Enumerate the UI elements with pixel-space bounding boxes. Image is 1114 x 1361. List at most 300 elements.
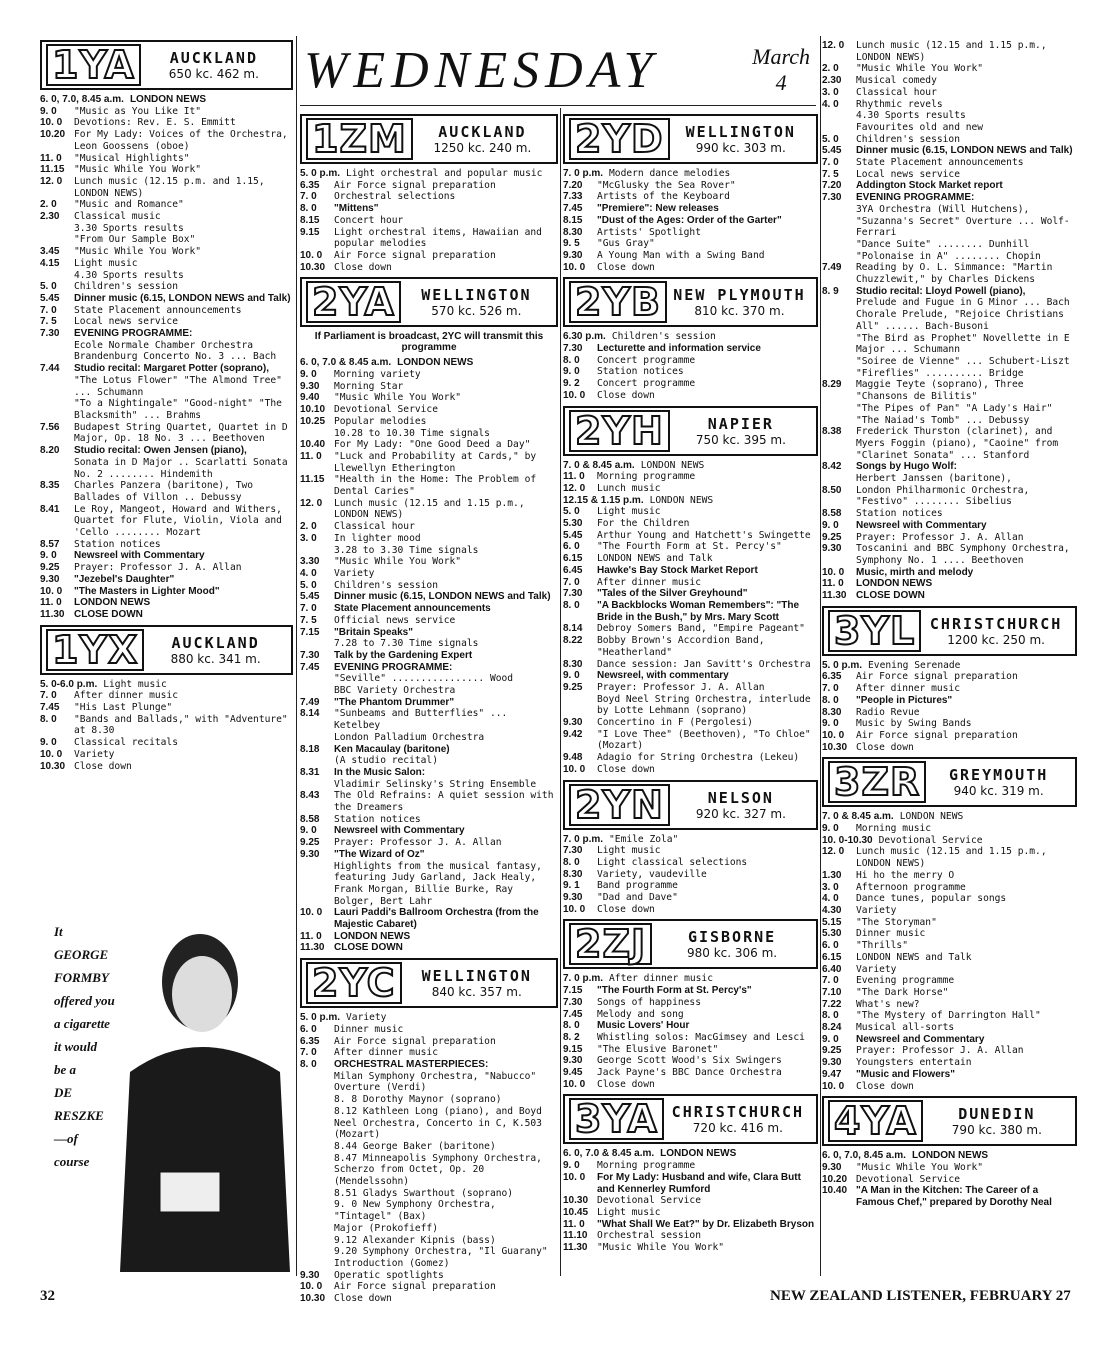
programme-item xyxy=(822,134,1077,146)
station-name: WELLINGTON xyxy=(685,123,796,141)
programme-item xyxy=(40,679,293,691)
programme-title: Popular melodies xyxy=(334,415,427,427)
programme-item xyxy=(822,835,1077,847)
programme-title: Melody and song xyxy=(597,1008,684,1020)
programme-item xyxy=(300,1106,558,1141)
programme-title: Lunch music (12.15 p.m. and 1.15, LONDON NEWS) xyxy=(74,175,265,199)
programme-time: 7.44 xyxy=(40,363,60,375)
station-name: WELLINGTON xyxy=(421,286,532,305)
programme-title: 4.30 Sports results xyxy=(856,110,966,122)
programme-time: 5. 0 xyxy=(300,579,317,591)
programme-time: 8.58 xyxy=(822,508,842,520)
programme-time: 5.45 xyxy=(300,591,320,603)
programme-time: 7. 5 xyxy=(300,614,317,626)
programme-time: 11.15 xyxy=(40,164,65,176)
programme-time xyxy=(822,122,856,134)
programme-item xyxy=(40,550,293,562)
programme-time: 6. 0 xyxy=(563,541,580,553)
station-info xyxy=(144,634,287,666)
programme-item xyxy=(300,1094,558,1106)
programme-time: 6.15 xyxy=(563,553,583,565)
station-frequency: 990 kc. 303 m. xyxy=(695,141,786,155)
programme-item xyxy=(563,1067,818,1079)
programme-item xyxy=(822,846,1077,869)
programme-item xyxy=(300,203,558,215)
station-logo: 2YB xyxy=(569,281,667,323)
programme-item xyxy=(822,239,1077,251)
programme-title: 8. 8 Dorothy Maynor (soprano) xyxy=(334,1094,502,1106)
programme-item xyxy=(563,869,818,881)
programme-time: 5. 0 p.m. xyxy=(300,1012,341,1024)
programme-title: Variety xyxy=(334,567,375,579)
programme-item xyxy=(40,609,293,621)
station-2yc xyxy=(300,958,558,1305)
programme-title: "Fireflies" .......... Bridge xyxy=(856,367,1024,379)
programme-time xyxy=(822,251,856,263)
programme-item xyxy=(563,495,818,507)
programme-item xyxy=(822,87,1077,99)
programme-title: Dinner music (6.15, LONDON NEWS and Talk) xyxy=(334,591,551,603)
programme-title: LONDON NEWS xyxy=(334,930,411,942)
programme-title: London Philharmonic Orchestra, "Festivo" ........ Sibelius xyxy=(856,484,1030,508)
programme-time xyxy=(563,694,597,717)
programme-item xyxy=(822,917,1077,929)
programme-title: Devotional Service xyxy=(597,1195,701,1207)
programme-item xyxy=(300,615,558,627)
programme-time: 7. 0 p.m. xyxy=(563,973,604,985)
programme-time: 10. 0 xyxy=(40,117,63,129)
programme-title: Devotional Service xyxy=(878,834,983,846)
programme-title: LONDON NEWS xyxy=(911,1150,989,1162)
programme-title: Close down xyxy=(597,1078,655,1090)
programme-item xyxy=(822,1034,1077,1046)
station-3yac xyxy=(822,40,1077,602)
programme-title: "Gus Gray" xyxy=(597,238,655,250)
programme-title: "Music and Romance" xyxy=(74,199,184,211)
programme-item xyxy=(40,504,293,539)
programme-time: 5. 0-6.0 p.m. xyxy=(40,678,98,690)
station-note: If Parliament is broadcast, 2YC will transmit this programme xyxy=(314,331,544,354)
programme-title: LONDON NEWS xyxy=(74,597,151,609)
programme-time: 7.20 xyxy=(563,179,583,191)
programme-time: 11.10 xyxy=(563,1230,588,1242)
programme-title: Light music xyxy=(597,1207,661,1218)
programme-time: 8.15 xyxy=(563,214,583,226)
programme-time: 8.14 xyxy=(300,708,320,720)
programme-item xyxy=(40,270,293,282)
programme-item xyxy=(822,543,1077,566)
programme-title: "Health in the Home: The Problem of Dental Caries" xyxy=(334,474,537,498)
programme-time: 5.30 xyxy=(822,928,842,940)
station-info xyxy=(141,49,287,81)
programme-time: 4. 0 xyxy=(822,98,839,110)
programme-time: 11.30 xyxy=(822,590,847,602)
programme-item xyxy=(563,623,818,635)
programme-title: Classical hour xyxy=(334,521,415,533)
programme-time: 5.45 xyxy=(822,145,842,157)
programme-time: 4. 0 xyxy=(300,567,317,579)
programme-time: 7.45 xyxy=(563,203,583,215)
programme-time: 4.15 xyxy=(40,257,60,269)
programme-item xyxy=(563,997,818,1009)
programme-title: 8.44 George Baker (baritone) xyxy=(334,1140,496,1152)
date-number: 4 xyxy=(775,70,787,95)
programme-item xyxy=(822,122,1077,134)
station-4ya xyxy=(822,1096,1077,1209)
programme-time: 10.30 xyxy=(40,760,66,772)
programme-item xyxy=(300,262,558,274)
programme-time: 3.30 xyxy=(300,556,320,568)
station-header xyxy=(563,1094,818,1144)
programme-item xyxy=(563,366,818,378)
station-name: GREYMOUTH xyxy=(948,766,1049,785)
programme-item xyxy=(40,293,293,305)
programme-item xyxy=(822,975,1077,987)
ad-line: it would xyxy=(54,1039,97,1054)
programme-title: For My Lady: Husband and wife, Clara Butt and Kennerley Rumford xyxy=(597,1171,801,1195)
programme-time: 7.30 xyxy=(300,649,320,661)
programme-title: Sonata in D Major .. Scarlatti Sonata No. 2 ........ Hindemith xyxy=(74,456,288,480)
page-number: 32 xyxy=(40,1288,55,1304)
programme-item xyxy=(822,75,1077,87)
programme-title: Children's session xyxy=(74,281,178,293)
programme-time xyxy=(300,1235,334,1247)
programme-title: Rhythmic revels xyxy=(856,98,943,110)
programme-title: Artists' Spotlight xyxy=(597,226,701,238)
programme-time: 12. 0 xyxy=(822,846,845,858)
programme-time: 10. 0 xyxy=(40,585,63,597)
programme-title: London Palladium Orchestra xyxy=(334,731,485,743)
programme-title: Morning Star xyxy=(334,380,404,392)
programme-title: Newsreel with Commentary xyxy=(74,550,205,562)
programme-title: Concert programme xyxy=(597,378,696,390)
programme-item xyxy=(563,262,818,274)
programme-title: CLOSE DOWN xyxy=(74,608,143,620)
programme-time: 11. 0 xyxy=(563,471,585,483)
programme-time: 5. 0 xyxy=(563,506,580,518)
programme-time: 10. 0 xyxy=(822,1080,845,1092)
programme-title: Station notices xyxy=(856,508,943,520)
programme-item xyxy=(300,1199,558,1222)
programme-time: 7.30 xyxy=(822,192,842,204)
programme-time: 7. 0 xyxy=(822,157,839,169)
programme-title: 3YA Orchestra (Will Hutchens), "Suzanna's Secret" Overture ... Wolf-Ferrari xyxy=(856,203,1070,239)
programme-title: Favourites old and new xyxy=(856,121,984,133)
programme-item xyxy=(300,1223,558,1235)
programme-item xyxy=(563,857,818,869)
programme-item xyxy=(822,309,1077,332)
programme-time: 9. 0 xyxy=(40,737,57,749)
programme-title: "Music While You Work" xyxy=(334,556,462,568)
programme-title: Local news service xyxy=(74,316,178,328)
station-frequency: 940 kc. 319 m. xyxy=(953,784,1044,799)
station-frequency: 980 kc. 306 m. xyxy=(687,946,778,961)
programme-title: Orchestral selections xyxy=(334,191,456,203)
programme-time xyxy=(40,340,74,363)
programme-item xyxy=(822,940,1077,952)
station-info xyxy=(402,967,553,999)
programme-time: 7.30 xyxy=(40,328,60,340)
programme-item xyxy=(822,297,1077,309)
programme-item xyxy=(300,1270,558,1282)
programme-time: 5.30 xyxy=(563,518,583,530)
programme-title: Whistling solos: MacGimsey and Lesci xyxy=(597,1031,805,1043)
programme-item xyxy=(822,1162,1077,1174)
programme-title: Studio recital: Lloyd Powell (piano), xyxy=(856,285,1026,297)
station-header xyxy=(563,919,818,969)
programme-item xyxy=(563,1044,818,1056)
programme-item xyxy=(822,192,1077,204)
programme-item xyxy=(300,545,558,557)
programme-time: 7. 0 xyxy=(300,191,317,203)
programme-time: 8. 9 xyxy=(822,285,839,297)
programme-item xyxy=(563,1160,818,1172)
programme-item xyxy=(563,729,818,752)
programme-time: 7. 5 xyxy=(40,316,57,328)
programme-title: Prelude and Fugue in G Minor ... Bach xyxy=(856,297,1070,309)
programme-item xyxy=(40,422,293,445)
programme-item xyxy=(563,1079,818,1091)
programme-time: 5.45 xyxy=(40,292,60,304)
programme-time: 8. 0 xyxy=(563,1020,580,1032)
programme-item xyxy=(40,445,293,457)
programme-item xyxy=(300,180,558,192)
station-header xyxy=(563,114,818,164)
programme-time: 8.41 xyxy=(40,503,60,515)
programme-time: 6.45 xyxy=(563,564,583,576)
programme-title: "Bands and Ballads," with "Adventure" at 8.30 xyxy=(74,713,288,737)
programme-title: In the Music Salon: xyxy=(334,766,426,778)
programme-time: 7. 0 xyxy=(563,576,580,588)
programme-title: Lunch music (12.15 and 1.15 p.m., LONDON NEWS) xyxy=(856,40,1047,63)
programme-time: 8.18 xyxy=(300,743,320,755)
programme-item xyxy=(300,1246,558,1269)
programme-title: Morning music xyxy=(856,823,932,835)
programme-item xyxy=(822,145,1077,157)
programme-item xyxy=(563,577,818,589)
programme-title: Dance session: Jan Savitt's Orchestra xyxy=(597,658,811,670)
programme-item xyxy=(563,553,818,565)
programme-item xyxy=(822,590,1077,602)
programme-item xyxy=(822,882,1077,894)
programme-title: Light music xyxy=(597,845,661,857)
programme-time: 9.25 xyxy=(822,531,842,543)
programme-time: 12. 0 xyxy=(563,482,586,494)
programme-title: After dinner music xyxy=(609,973,713,985)
station-name: WELLINGTON xyxy=(421,967,532,986)
programme-time xyxy=(300,1188,334,1200)
programme-time: 5. 0 xyxy=(822,133,839,145)
ad-line: FORMBY xyxy=(54,970,109,985)
programme-item xyxy=(563,659,818,671)
programme-time xyxy=(300,1153,334,1188)
programme-time: 5.45 xyxy=(563,529,583,541)
programme-title: Ken Macaulay (baritone) xyxy=(334,743,450,755)
programme-item xyxy=(40,223,293,235)
programme-item xyxy=(300,392,558,404)
programme-time: 8. 0 xyxy=(822,694,839,706)
station-header xyxy=(563,780,818,830)
programme-item xyxy=(300,942,558,954)
programme-title: Major (Prokofieff) xyxy=(334,1222,438,1234)
programme-time: 9.25 xyxy=(300,837,320,849)
programme-item xyxy=(822,426,1077,461)
programme-item xyxy=(40,164,293,176)
programme-time: 8.30 xyxy=(563,658,583,670)
programme-title: Studio recital: Margaret Potter (soprano), xyxy=(74,363,270,375)
programme-title: Variety xyxy=(856,963,897,975)
column-rule xyxy=(820,36,821,1276)
station-name: NELSON xyxy=(707,788,774,807)
programme-item xyxy=(563,541,818,553)
programme-title: Lunch music (12.15 and 1.15 p.m., LONDON NEWS) xyxy=(856,846,1047,870)
programme-item xyxy=(563,390,818,402)
station-frequency: 880 kc. 341 m. xyxy=(170,651,261,666)
programme-title: "The Masters in Lighter Mood" xyxy=(74,585,220,597)
station-logo: 2YN xyxy=(569,784,670,826)
programme-item xyxy=(300,744,558,756)
programme-item xyxy=(822,204,1077,239)
programme-item xyxy=(563,764,818,776)
programme-title: Air Force signal preparation xyxy=(334,179,496,191)
programme-title: "Thrills" xyxy=(856,940,908,952)
programme-item xyxy=(822,333,1077,356)
programme-title: For My Lady: "One Good Deed a Day" xyxy=(334,439,531,451)
programme-time: 10. 0 xyxy=(300,249,323,261)
programme-time xyxy=(300,732,334,744)
programme-item xyxy=(40,457,293,480)
programme-item xyxy=(822,952,1077,964)
programme-title: Lauri Paddi's Ballroom Orchestra (from the Majestic Cabaret) xyxy=(334,907,539,931)
programme-item xyxy=(300,627,558,639)
programme-item xyxy=(40,480,293,503)
programme-time: 7.49 xyxy=(300,696,320,708)
station-info xyxy=(652,928,812,960)
programme-time: 8.35 xyxy=(40,480,60,492)
programme-time xyxy=(300,861,334,908)
programme-item xyxy=(40,153,293,165)
programme-item xyxy=(822,893,1077,905)
programme-item xyxy=(300,603,558,615)
programme-title: "Dust of the Ages: Order of the Garter" xyxy=(597,214,782,226)
programme-title: Youngsters entertain xyxy=(856,1057,972,1069)
programme-time: 7.20 xyxy=(822,180,842,192)
page-header xyxy=(304,38,816,102)
programme-time: 7. 0 xyxy=(822,975,839,987)
programme-title: Milan Symphony Orchestra, "Nabucco" Overture (Verdi) xyxy=(334,1070,537,1094)
programme-item xyxy=(300,697,558,709)
programme-title: Light orchestral items, Hawaiian and popular melodies xyxy=(334,226,542,250)
programme-title: Close down xyxy=(597,389,655,401)
station-2yn xyxy=(563,780,818,916)
programme-item xyxy=(822,660,1077,672)
programme-item xyxy=(563,331,818,343)
programme-title: "What Shall We Eat?" by Dr. Elizabeth Bryson xyxy=(597,1218,815,1230)
programme-item xyxy=(300,416,558,428)
programme-time: 10. 0 xyxy=(300,1281,323,1293)
programme-time: 9. 5 xyxy=(563,238,580,250)
programme-item xyxy=(822,403,1077,426)
programme-title: After dinner music xyxy=(334,1047,438,1059)
programme-title: George Scott Wood's Six Swingers xyxy=(597,1055,782,1067)
programme-item xyxy=(822,987,1077,999)
programme-item xyxy=(40,737,293,749)
programme-title: Studio recital: Owen Jensen (piano), xyxy=(74,445,247,457)
programme-time: 9. 0 xyxy=(563,366,580,378)
programme-time: 9.25 xyxy=(40,562,60,574)
programme-title: Close down xyxy=(856,1080,914,1092)
station-info xyxy=(664,1103,812,1135)
station-2yh xyxy=(563,406,818,776)
programme-title: "His Last Plunge" xyxy=(74,702,173,714)
programme-item xyxy=(300,1281,558,1293)
programme-time: 7.30 xyxy=(563,588,583,600)
programme-title: 3.30 Sports results xyxy=(74,222,184,234)
programme-title: CLOSE DOWN xyxy=(856,590,925,602)
programme-time xyxy=(822,403,856,426)
programme-time: 7.33 xyxy=(563,191,583,203)
station-3ya xyxy=(563,1094,818,1253)
programme-title: Music by Swing Bands xyxy=(856,718,972,730)
programme-item xyxy=(40,363,293,375)
programme-time: 10. 0 xyxy=(300,907,323,919)
programme-item xyxy=(822,110,1077,122)
programme-title: 8.12 Kathleen Long (piano), and Boyd Neel Orchestra, Concerto in C, K.503 (Mozart) xyxy=(334,1105,542,1141)
programme-title: Close down xyxy=(597,903,655,915)
programme-item xyxy=(563,191,818,203)
programme-time: 7.15 xyxy=(300,626,320,638)
programme-item xyxy=(300,191,558,203)
programme-time: 7. 0 & 8.45 a.m. xyxy=(563,459,635,471)
programme-title: What's new? xyxy=(856,998,920,1010)
programme-title: "The Lotus Flower" "The Almond Tree" ... Schumann xyxy=(74,374,282,398)
programme-item xyxy=(300,369,558,381)
programme-title: "Soiree de Vienne" ... Schubert-Liszt xyxy=(856,355,1070,367)
programme-time: 9.30 xyxy=(822,543,842,555)
programme-item xyxy=(300,428,558,440)
programme-time: 8.42 xyxy=(822,461,842,473)
ad-line: —of xyxy=(54,1131,78,1146)
programme-item xyxy=(300,1024,558,1036)
programme-time xyxy=(822,333,856,356)
programme-time: 8.30 xyxy=(822,706,842,718)
programme-time: 5. 0 p.m. xyxy=(822,659,863,671)
date-block xyxy=(752,44,816,96)
month: March xyxy=(752,44,810,69)
programme-title: ORCHESTRAL MASTERPIECES: xyxy=(334,1059,489,1070)
programme-item xyxy=(822,286,1077,298)
station-name: CHRISTCHURCH xyxy=(929,614,1063,633)
programme-title: Newsreel with Commentary xyxy=(334,825,465,837)
programme-time: 4. 0 xyxy=(822,893,839,905)
programme-time xyxy=(40,457,74,480)
programme-time xyxy=(300,755,334,767)
programme-title: Prayer: Professor J. A. Allan xyxy=(597,681,765,693)
programme-time: 7. 0 xyxy=(40,304,57,316)
programme-item xyxy=(563,203,818,215)
programme-title: Vladimir Selinsky's String Ensemble xyxy=(334,778,537,790)
programme-item xyxy=(563,1172,818,1195)
programme-title: LONDON NEWS xyxy=(660,1148,737,1160)
programme-title: Songs of happiness xyxy=(597,996,701,1008)
programme-time: 9. 1 xyxy=(563,880,580,892)
programme-time: 2. 0 xyxy=(822,63,839,75)
programme-time: 7.49 xyxy=(822,262,842,274)
programme-item xyxy=(822,1081,1077,1093)
programme-item xyxy=(563,1020,818,1032)
programme-time xyxy=(300,428,334,440)
programme-time: 6.35 xyxy=(300,1035,320,1047)
